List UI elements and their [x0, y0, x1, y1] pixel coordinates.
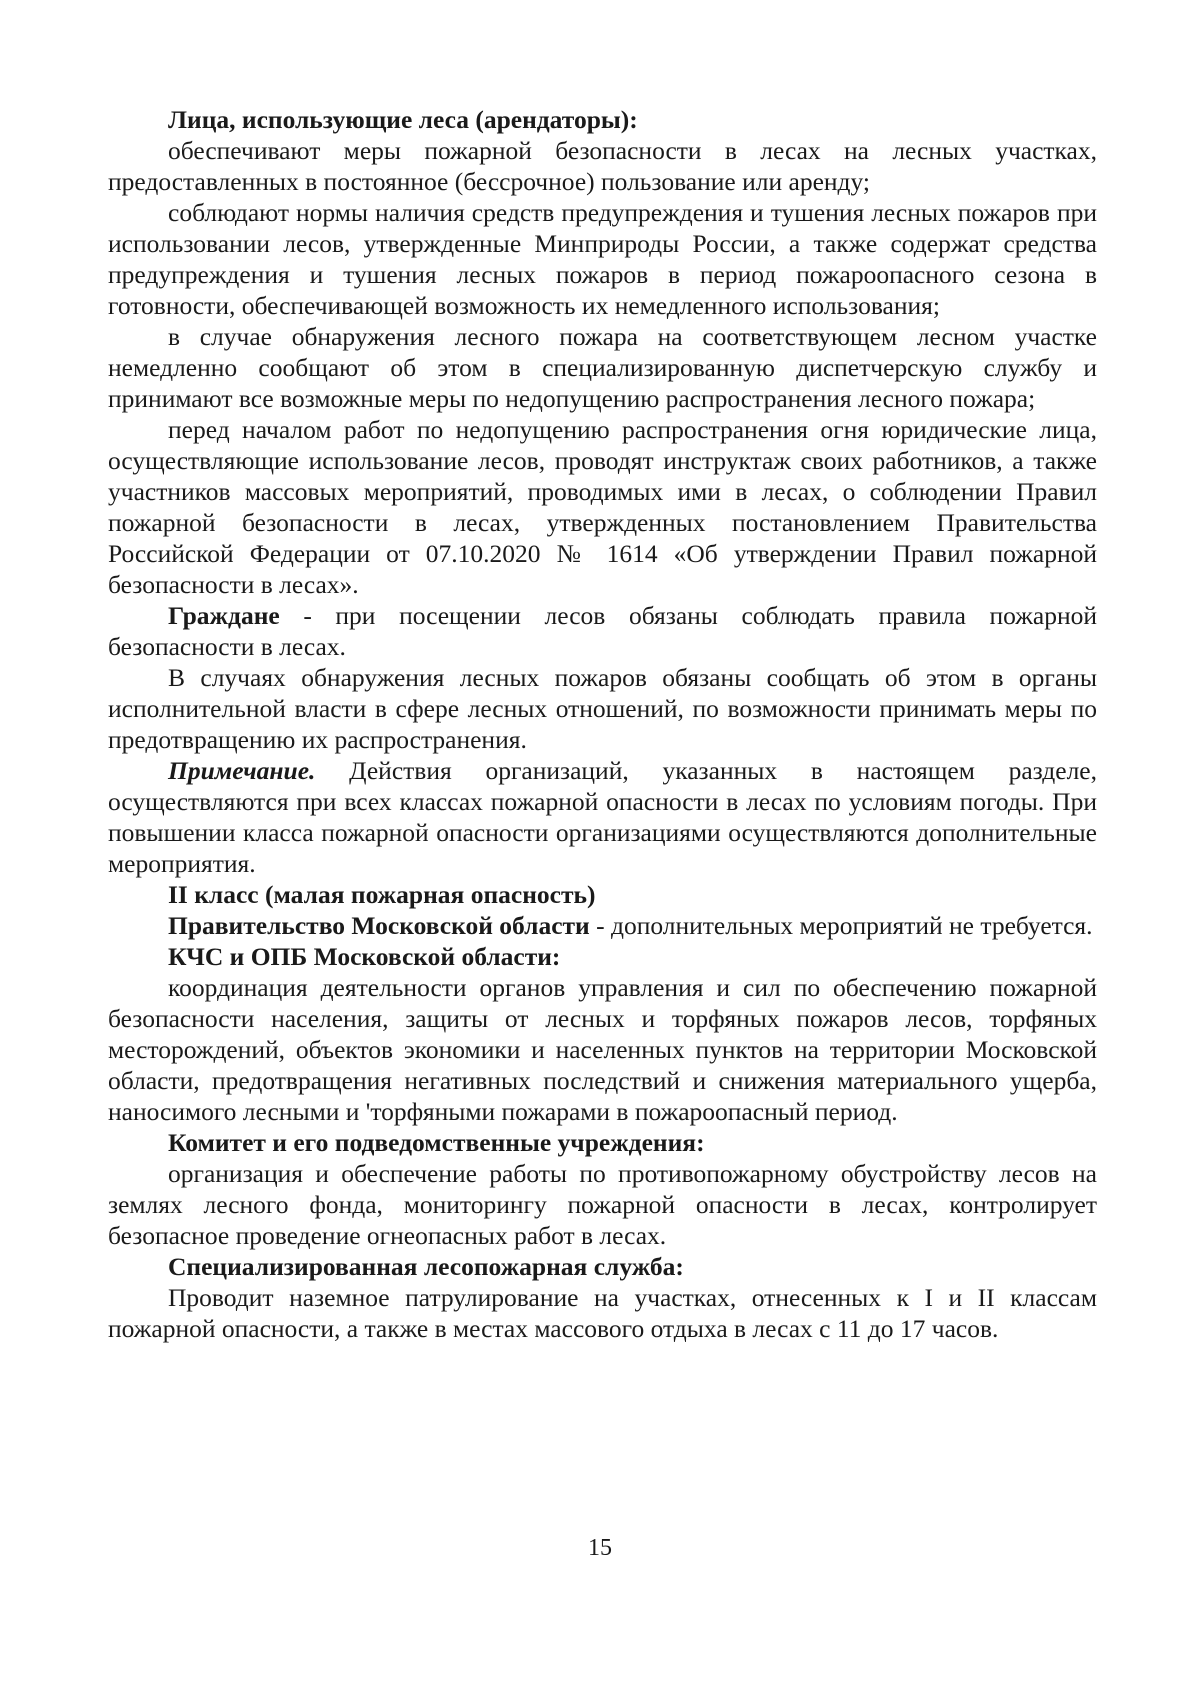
paragraph-government	[108, 910, 1097, 941]
paragraph-reporting: В случаях обнаружения лесных пожаров обязаны сообщать об этом в органы исполнительной власти в сфере лесных отношений, по возможности принимать меры по предотвращению их распространения.	[108, 663, 1097, 754]
heading-forest-users: Лица, использующие леса (арендаторы):	[168, 105, 638, 134]
heading-class-two: II класс (малая пожарная опасность)	[168, 880, 596, 909]
heading-kchs: КЧС и ОПБ Московской области:	[168, 942, 561, 971]
paragraph-fire-safety-measures: обеспечивают меры пожарной безопасности в лесах на лесных участках, предоставленных в постоянное (бессрочное) пользование или аренду;	[108, 136, 1097, 196]
paragraph-committee-work: организация и обеспечение работы по противопожарному обустройству лесов на землях лесного фонда, мониторингу пожарной опасности в лесах, контролирует безопасное проведение огнеопасных работ в лесах.	[108, 1159, 1097, 1250]
citizens-text: - при посещении лесов обязаны соблюдать правила пожарной безопасности в лесах.	[108, 601, 1097, 661]
paragraph-fire-detection: в случае обнаружения лесного пожара на соответствующем лесном участке немедленно сообщают об этом в специализированную диспетчерскую службу и принимают все возможные меры по недопущению распространения лесного пожара;	[108, 322, 1097, 413]
paragraph-patrol: Проводит наземное патрулирование на участках, отнесенных к I и II классам пожарной опасности, а также в местах массового отдыха в лесах с 11 до 17 часов.	[108, 1283, 1097, 1343]
note-text: Действия организаций, указанных в настоящем разделе, осуществляются при всех классах пожарной опасности в лесах по условиям погоды. При повышении класса пожарной опасности организациями осуществляются дополнительные мероприятия.	[108, 756, 1097, 878]
paragraph-briefing: перед началом работ по недопущению распространения огня юридические лица, осуществляющие использование лесов, проводят инструктаж своих работников, а также участников массовых мероприятий, проводимых ими в лесах, о соблюдении Правил пожарной безопасности в лесах, утвержденных постановлением Правительства Российской Федерации от 07.10.2020 № 1614 «Об утверждении Правил пожарной безопасности в лесах».	[108, 415, 1097, 599]
heading-committee: Комитет и его подведомственные учреждения:	[168, 1128, 705, 1157]
page-number: 15	[588, 1535, 612, 1561]
heading-fire-service: Специализированная лесопожарная служба:	[168, 1252, 684, 1281]
paragraph-coordination: координация деятельности органов управления и сил по обеспечению пожарной безопасности населения, защиты от лесных и торфяных пожаров лесов, торфяных месторождений, объектов экономики и населенных пунктов на территории Московской области, предотвращения негативных последствий и снижения материального ущерба, наносимого лесными и 'торфяными пожарами в пожароопасный период.	[108, 973, 1097, 1126]
citizens-label: Граждане	[168, 601, 280, 630]
page-content	[108, 104, 1097, 1344]
paragraph-note	[108, 755, 1097, 879]
note-label: Примечание.	[168, 756, 316, 785]
paragraph-equipment-norms: соблюдают нормы наличия средств предупреждения и тушения лесных пожаров при использовании лесов, утвержденные Минприроды России, а также содержат средства предупреждения и тушения лесных пожаров в период пожароопасного сезона в готовности, обеспечивающей возможность их немедленного использования;	[108, 198, 1097, 320]
government-label: Правительство Московской области	[168, 911, 590, 940]
paragraph-citizens	[108, 600, 1097, 662]
government-text: - дополнительных мероприятий не требуется.	[589, 911, 1093, 940]
